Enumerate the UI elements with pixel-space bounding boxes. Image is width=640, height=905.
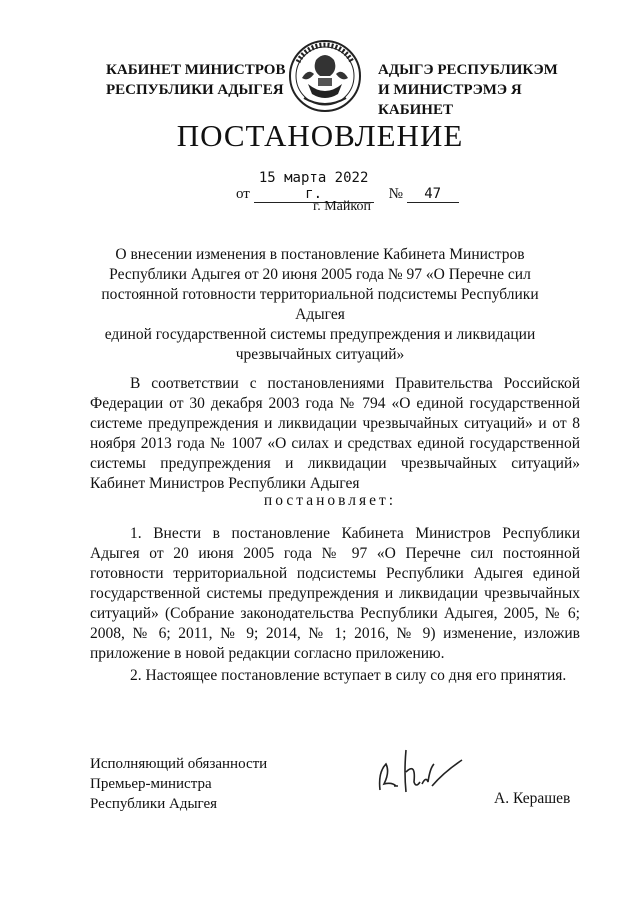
item-2-paragraph: 2. Настоящее постановление вступает в силу со дня его принятия. [130, 667, 567, 684]
signatory-position [90, 754, 267, 814]
city-label: г. Майкоп [313, 199, 371, 214]
republic-emblem-icon [286, 38, 364, 114]
subject-line: постоянной готовности территориальной подсистемы Республики Адыгея [101, 286, 539, 323]
document-subject [90, 245, 550, 365]
signatory-name: А. Керашев [494, 790, 571, 807]
document-date: 15 марта 2022 г. [254, 170, 374, 203]
position-line: Республики Адыгея [90, 796, 218, 812]
issuer-name-adyghe [378, 60, 598, 120]
document-number: 47 [407, 186, 459, 203]
decree-word: постановляет: [263, 492, 397, 509]
issuer-line: РЕСПУБЛИКИ АДЫГЕЯ [106, 82, 284, 98]
subject-line: О внесении изменения в постановление Кабинета Министров [115, 246, 525, 263]
number-prefix: № [388, 186, 403, 202]
handwritten-signature [370, 742, 480, 802]
subject-line: единой государственной системы предупреждения и ликвидации [104, 326, 536, 343]
issuer-line: И МИНИСТРЭМЭ Я КАБИНЕТ [378, 82, 522, 118]
issuer-line: АДЫГЭ РЕСПУБЛИКЭМ [378, 62, 558, 78]
document-type-title: ПОСТАНОВЛЕНИЕ [176, 118, 464, 153]
preamble-paragraph: В соответствии с постановлениями Правительства Российской Федерации от 30 декабря 2003 года № 794 «О единой государственной системе предупреждения и ликвидации чрезвычайных ситуаций» и от 8 ноября 2013 года № 1007 «О силах и средствах единой государственной системы предупреждения и ликвидации чрезвычайных ситуаций» Кабинет Министров Республики Адыгея [90, 375, 580, 492]
position-line: Исполняющий обязанности [90, 756, 268, 772]
subject-line: чрезвычайных ситуаций» [235, 346, 405, 363]
issuer-name-russian [106, 60, 286, 100]
subject-line: Республики Адыгея от 20 июня 2005 года № 97 «О Перечне сил [109, 266, 531, 283]
issuer-line: КАБИНЕТ МИНИСТРОВ [106, 62, 286, 78]
position-line: Премьер-министра [90, 776, 212, 792]
item-1-paragraph: 1. Внести в постановление Кабинета Министров Республики Адыгея от 20 июня 2005 года № 97 «О Перечне сил постоянной готовности территориальной подсистемы Республики Адыгея единой государственной системы предупреждения и ликвидации чрезвычайных ситуаций» (Собрание законодательства Республики Адыгея, 2005, № 6; 2008, № 6; 2011, № 9; 2014, № 1; 2016, № 9) изменение, изложив приложение в новой редакции согласно приложению. [90, 525, 580, 662]
date-prefix: от [236, 186, 250, 202]
